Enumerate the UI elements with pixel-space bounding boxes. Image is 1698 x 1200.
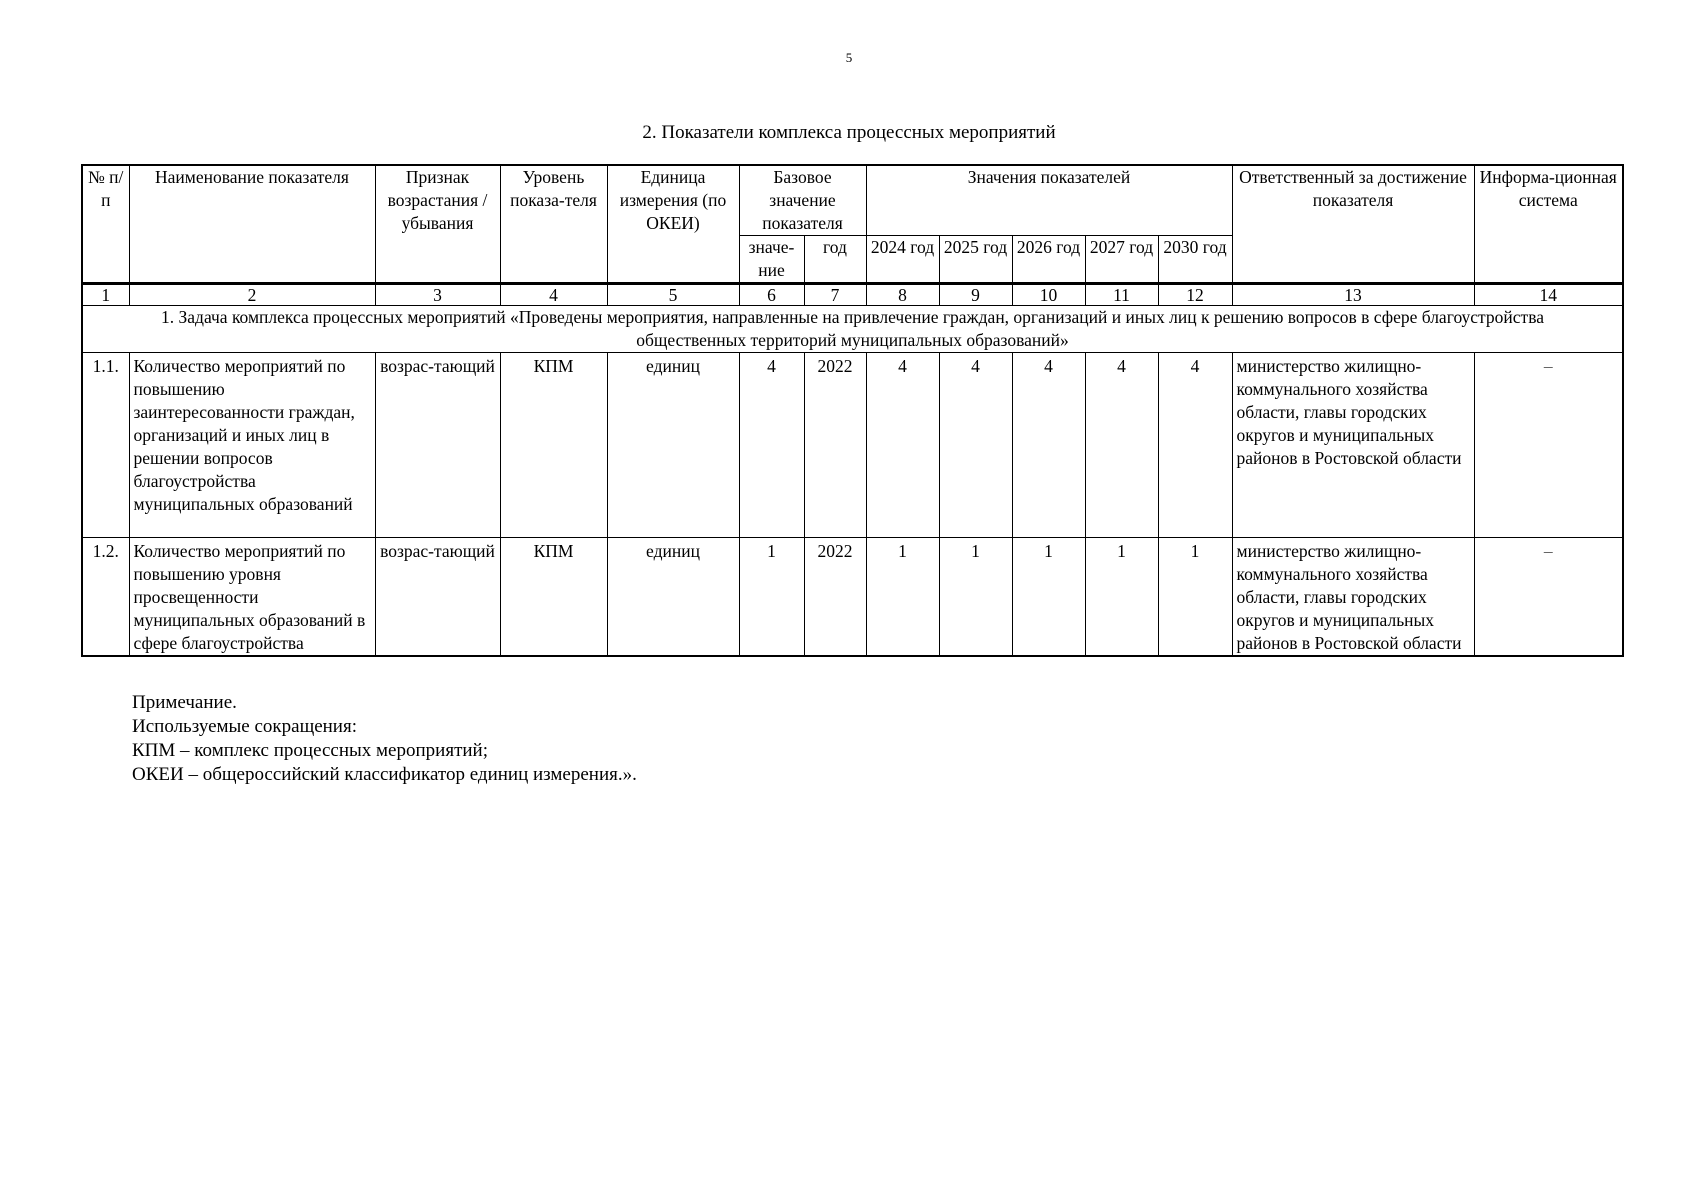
note-line: Используемые сокращения: (132, 716, 357, 737)
table-row (82, 538, 1623, 657)
column-number: 14 (1474, 284, 1623, 306)
header-year-2026: 2026 год (1012, 236, 1085, 284)
column-number: 9 (939, 284, 1012, 306)
infosystem: – (1474, 538, 1623, 657)
header-row-1 (82, 165, 1623, 236)
base-value: 1 (739, 538, 804, 657)
indicator-unit: единиц (607, 538, 739, 657)
indicator-name: Количество мероприятий по повышению уровня просвещенности муниципальных образований в сфере благоустройства (129, 538, 375, 657)
header-base: Базовое значение показателя (739, 165, 866, 236)
header-base-year: год (804, 236, 866, 284)
column-number: 2 (129, 284, 375, 306)
indicators-table (81, 164, 1624, 657)
base-year: 2022 (804, 353, 866, 538)
column-number: 6 (739, 284, 804, 306)
value-2025: 4 (939, 353, 1012, 538)
indicator-name: Количество мероприятий по повышению заинтересованности граждан, организаций и иных лиц в решении вопросов благоустройства муниципальных образований (129, 353, 375, 538)
header-values: Значения показателей (866, 165, 1232, 236)
task-title: 1. Задача комплекса процессных мероприятий «Проведены мероприятия, направленные на привлечение граждан, организаций и иных лиц к решению вопросов в сфере благоустройства общественных территорий муниципальных образований» (82, 306, 1623, 353)
header-year-2027: 2027 год (1085, 236, 1158, 284)
responsible: министерство жилищно-коммунального хозяйства области, главы городских округов и муниципальных районов в Ростовской области (1232, 538, 1474, 657)
header-base-value: значе-ние (739, 236, 804, 284)
base-value: 4 (739, 353, 804, 538)
task-row (82, 306, 1623, 353)
base-year: 2022 (804, 538, 866, 657)
value-2024: 1 (866, 538, 939, 657)
indicator-sign: возрас-тающий (375, 538, 500, 657)
value-2026: 1 (1012, 538, 1085, 657)
header-responsible: Ответственный за достижение показателя (1232, 165, 1474, 284)
column-number: 8 (866, 284, 939, 306)
indicator-level: КПМ (500, 538, 607, 657)
header-level: Уровень показа-теля (500, 165, 607, 284)
column-number: 1 (82, 284, 129, 306)
column-number: 4 (500, 284, 607, 306)
value-2026: 4 (1012, 353, 1085, 538)
note-line: КПМ – комплекс процессных мероприятий; (132, 740, 488, 761)
indicator-sign: возрас-тающий (375, 353, 500, 538)
indicator-level: КПМ (500, 353, 607, 538)
table-row (82, 353, 1623, 538)
value-2027: 4 (1085, 353, 1158, 538)
column-number: 5 (607, 284, 739, 306)
header-infosystem: Информа-ционная система (1474, 165, 1623, 284)
page-number: 5 (845, 50, 853, 65)
value-2030: 4 (1158, 353, 1232, 538)
header-year-2030: 2030 год (1158, 236, 1232, 284)
column-number: 10 (1012, 284, 1085, 306)
header-unit: Единица измерения (по ОКЕИ) (607, 165, 739, 284)
column-number: 3 (375, 284, 500, 306)
header-no: № п/п (82, 165, 129, 284)
note-line: Примечание. (132, 692, 237, 713)
column-number: 12 (1158, 284, 1232, 306)
responsible: министерство жилищно-коммунального хозяйства области, главы городских округов и муниципальных районов в Ростовской области (1232, 353, 1474, 538)
column-numbers-row (82, 284, 1623, 306)
indicator-unit: единиц (607, 353, 739, 538)
column-number: 7 (804, 284, 866, 306)
value-2030: 1 (1158, 538, 1232, 657)
row-number: 1.1. (82, 353, 129, 538)
header-name: Наименование показателя (129, 165, 375, 284)
header-sign: Признак возрастания / убывания (375, 165, 500, 284)
column-number: 13 (1232, 284, 1474, 306)
note-line: ОКЕИ – общероссийский классификатор единиц измерения.». (132, 764, 637, 785)
header-year-2025: 2025 год (939, 236, 1012, 284)
value-2025: 1 (939, 538, 1012, 657)
header-year-2024: 2024 год (866, 236, 939, 284)
value-2027: 1 (1085, 538, 1158, 657)
notes (132, 691, 637, 787)
row-number: 1.2. (82, 538, 129, 657)
column-number: 11 (1085, 284, 1158, 306)
value-2024: 4 (866, 353, 939, 538)
infosystem: – (1474, 353, 1623, 538)
section-title: 2. Показатели комплекса процессных мероприятий (642, 122, 1056, 143)
